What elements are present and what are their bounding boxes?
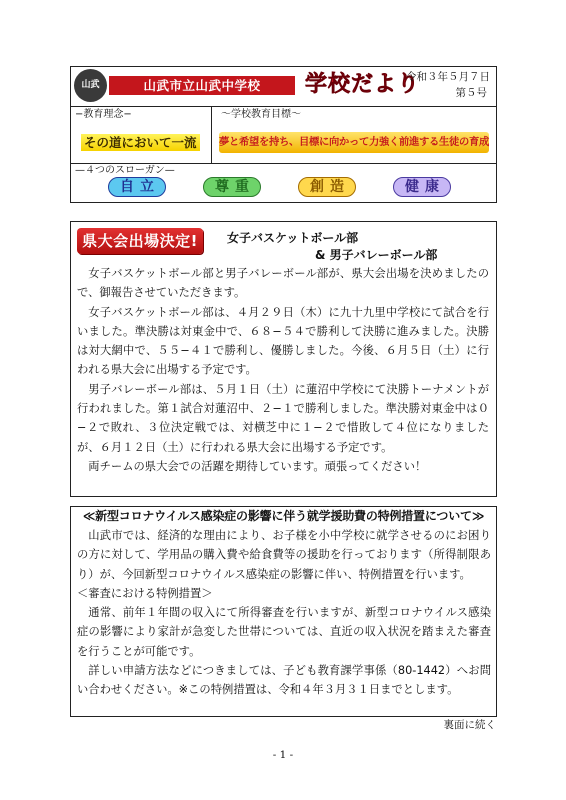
- paragraph: 詳しい申請方法などにつきましては、子ども教育課学事係（80-1442）へお問い合わせください。※この特例措置は、令和４年３月３１日までとします。: [77, 664, 491, 697]
- article-school-aid: [70, 506, 497, 717]
- header-slogan-row: [71, 163, 496, 202]
- newsletter-title: 学校だより: [305, 72, 421, 97]
- slogan-independence: 自立: [108, 177, 166, 197]
- paragraph: 山武市では、経済的な理由により、お子様を小中学校に就学させるのにお困りの方に対して、学用品の購入費や給食費等の援助を行っております（所得制限あり）が、今回新型コロナウイルス感染症の影響に伴い、特例措置を行います。: [77, 529, 491, 581]
- paragraph: 通常、前年１年間の収入にて所得審査を行いますが、新型コロナウイルス感染症の影響により家計が急変した世帯については、直近の収入状況を踏まえた審査を行うことが可能です。: [77, 606, 491, 658]
- article-heading: ≪新型コロナウイルス感染症の影響に伴う就学援助費の特例措置について≫: [82, 509, 485, 523]
- paragraph: 男子バレーボール部は、５月１日（土）に蓮沼中学校にて決勝トーナメントが行われました。第１試合対蓮沼中、２−１で勝利しました。準決勝対東金中は０−２で敗れ、３位決定戦では、対横芝中に１−２で惜敗して４位になりましたが、６月１２日（土）に行われる県大会に出場する予定です。: [77, 382, 489, 454]
- page-number: - 1 -: [272, 749, 294, 761]
- education-goal-label: 〜学校教育目標〜: [221, 109, 301, 120]
- education-goal: 夢と希望を持ち、目標に向かって力強く前進する生徒の育成: [219, 132, 489, 153]
- education-ideal-label: −教育理念−: [75, 109, 132, 120]
- paragraph: 女子バスケットボール部は、４月２９日（木）に九十九里中学校にて試合を行いました。準決勝は対東金中で、６８−５４で勝利して決勝に進みました。決勝は対大網中で、５５−４１で勝利し、優勝しました。今後、６月５日（土）に行われる県大会に出場する予定です。: [77, 305, 489, 377]
- issue-date: 令和３年５月７日: [406, 71, 490, 83]
- issue-number: 第５号: [455, 87, 487, 99]
- paragraph: 両チームの県大会での活躍を期待しています。頑張ってください！: [88, 459, 427, 473]
- article-body: [77, 264, 489, 476]
- subheading: ＜審査における特例措置＞: [77, 586, 213, 600]
- header-title-row: [71, 67, 496, 107]
- education-ideal: その道において一流: [81, 134, 200, 151]
- club-boys-volleyball: & 男子バレーボール部: [315, 248, 438, 262]
- school-name: 山武市立山武中学校: [109, 76, 295, 95]
- school-seal-logo: 山武: [74, 69, 107, 102]
- paragraph: 女子バスケットボール部と男子バレーボール部が、県大会出場を決めましたので、御報告させていただきます。: [77, 267, 489, 300]
- club-girls-basketball: 女子バスケットボール部: [227, 231, 359, 245]
- article-tournament: [70, 221, 497, 497]
- column-divider: [211, 106, 212, 163]
- article-body: [77, 526, 491, 700]
- slogan-list: [71, 177, 496, 201]
- newsletter-header: [70, 66, 497, 203]
- continued-note: 裏面に続く: [443, 719, 496, 731]
- tournament-badge: 県大会出場決定!: [77, 228, 203, 254]
- slogan-creation: 創造: [298, 177, 356, 197]
- slogan-respect: 尊重: [203, 177, 261, 197]
- slogans-label: —４つのスローガン—: [75, 165, 175, 176]
- slogan-health: 健康: [393, 177, 451, 197]
- header-ideal-goal-row: [71, 106, 496, 164]
